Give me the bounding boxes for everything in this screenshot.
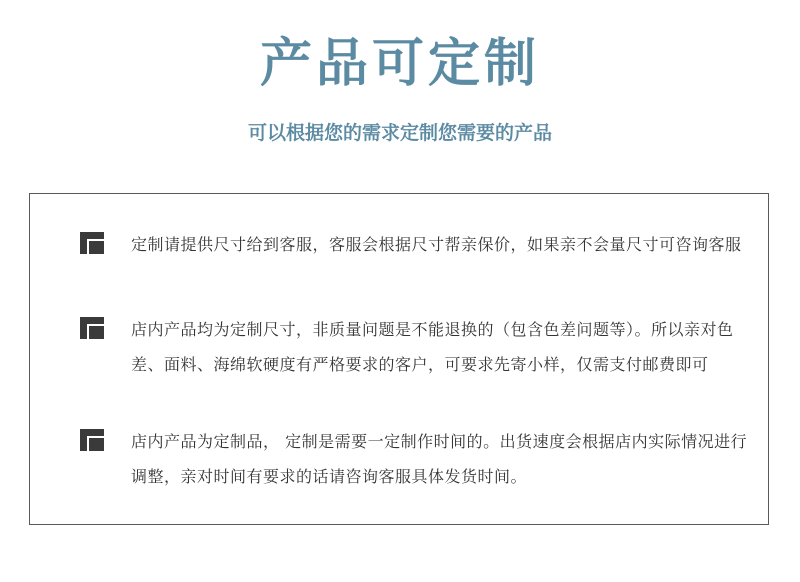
square-bullet-icon	[80, 232, 104, 254]
notice-text: 店内产品为定制品， 定制是需要一定制作时间的。出货速度会根据店内实际情况进行调整，亲对时间有要求的话请咨询客服具体发货时间。	[131, 432, 748, 486]
square-bullet-icon	[80, 429, 104, 451]
square-bullet-icon	[80, 317, 104, 339]
notice-text: 店内产品均为定制尺寸，非质量问题是不能退换的（包含色差问题等）。所以亲对色差、面料、海绵软硬度有严格要求的客户，可要求先寄小样，仅需支付邮费即可	[131, 320, 734, 374]
page-subtitle: 可以根据您的需求定制您需要的产品	[247, 122, 552, 144]
notice-box	[29, 193, 769, 525]
notice-text: 定制请提供尺寸给到客服，客服会根据尺寸帮亲保价，如果亲不会量尺寸可咨询客服	[131, 235, 742, 254]
page-title: 产品可定制	[259, 34, 540, 94]
